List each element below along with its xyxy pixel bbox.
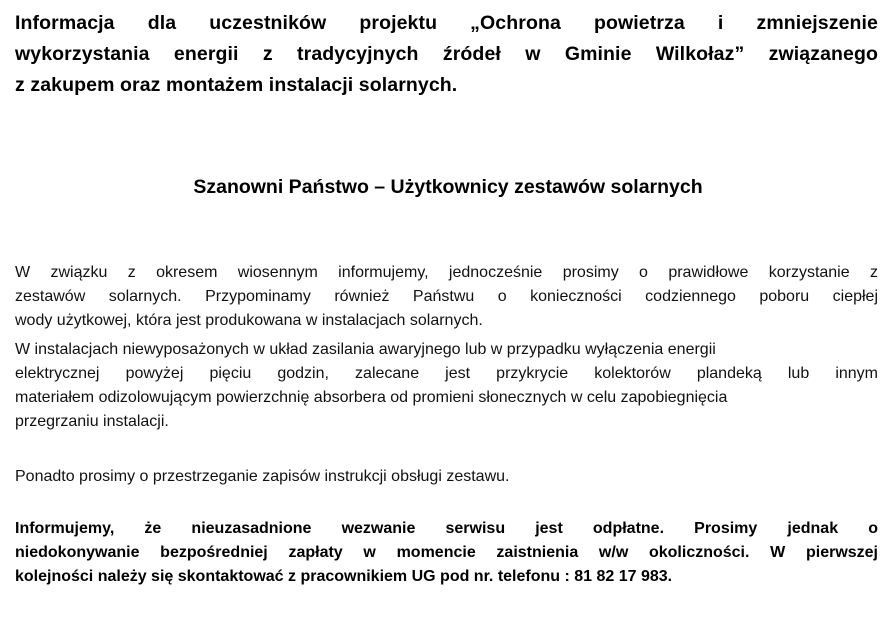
paragraph-line: zestawów solarnych. Przypominamy również Państwu o konieczności codziennego poboru ciepłej [15, 288, 878, 305]
paragraph-line: W związku z okresem wiosennym informujemy, jednocześnie prosimy o prawidłowe korzystanie z [15, 264, 878, 281]
paragraph-service-notice [15, 517, 878, 589]
paragraph-instructions: Ponadto prosimy o przestrzeganie zapisów instrukcji obsługi zestawu. [15, 468, 510, 485]
paragraph-spring-info [15, 261, 878, 333]
heading-line: z zakupem oraz montażem instalacji solarnych. [15, 74, 458, 96]
document-heading [15, 8, 878, 101]
paragraph-line: przegrzaniu instalacji. [15, 413, 169, 430]
greeting-heading: Szanowni Państwo – Użytkownicy zestawów solarnych [193, 176, 703, 198]
paragraph-line: niedokonywanie bezpośredniej zapłaty w momencie zaistnienia w/w okoliczności. W pierwszej [15, 544, 878, 561]
heading-line: Informacja dla uczestników projektu „Ochrona powietrza i zmniejszenie [15, 12, 878, 34]
heading-line: wykorzystania energii z tradycyjnych źródeł w Gminie Wilkołaz” związanego [15, 43, 878, 65]
paragraph-line: materiałem odizolowującym powierzchnię absorbera od promieni słonecznych w celu zapobiegnięcia [15, 389, 728, 406]
paragraph-line: kolejności należy się skontaktować z pracownikiem UG pod nr. telefonu : 81 82 17 983. [15, 568, 673, 585]
paragraph-line: W instalacjach niewyposażonych w układ zasilania awaryjnego lub w przypadku wyłączenia energii [15, 341, 716, 358]
paragraph-line: wody użytkowej, która jest produkowana w instalacjach solarnych. [15, 312, 483, 329]
paragraph-power-outage [15, 338, 878, 434]
paragraph-line: Informujemy, że nieuzasadnione wezwanie serwisu jest odpłatne. Prosimy jednak o [15, 520, 878, 537]
paragraph-line: elektrycznej powyżej pięciu godzin, zalecane jest przykrycie kolektorów plandeką lub innym [15, 365, 878, 382]
